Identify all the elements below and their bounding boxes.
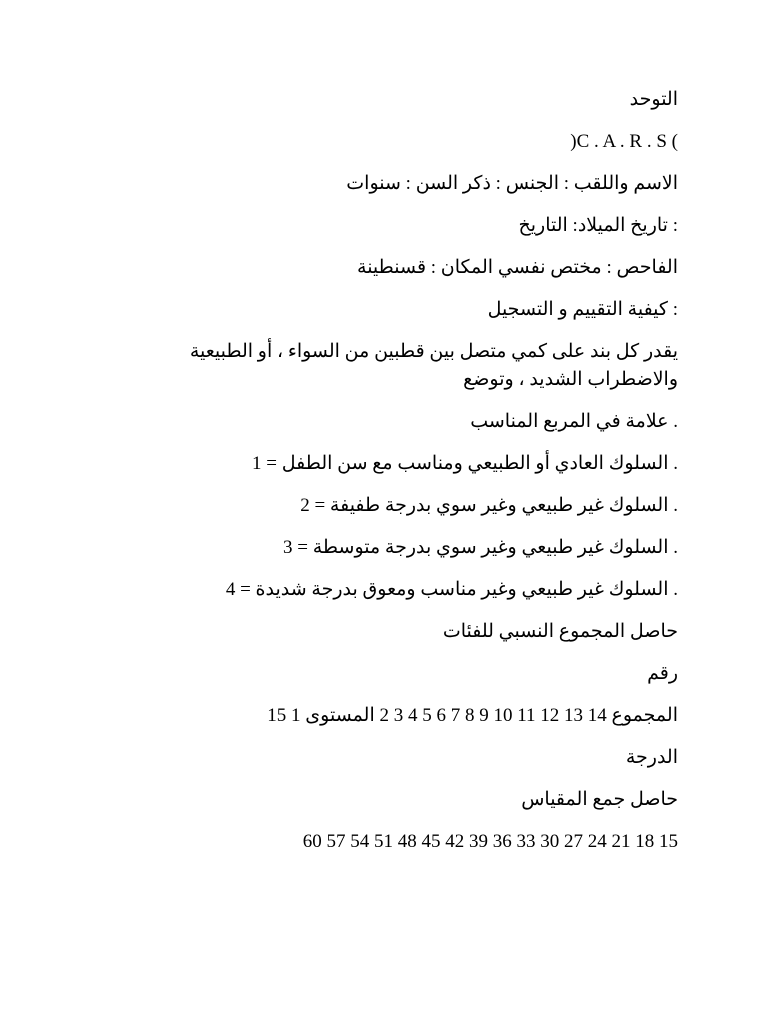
score-level-1: . السلوك العادي أو الطبيعي ومناسب مع سن الطفل = 1 bbox=[252, 453, 678, 474]
scoring-instruction: . علامة في المربع المناسب bbox=[470, 411, 678, 432]
sum-level-row: المجموع 14 13 12 11 10 9 8 7 6 5 4 3 2 المستوى 1 15 bbox=[267, 705, 678, 726]
scale-total-values: 60 57 54 51 48 45 42 39 36 33 30 27 24 21 18 15 bbox=[302, 831, 678, 852]
number-label: رقم bbox=[647, 663, 678, 684]
score-level-4: . السلوك غير طبيعي وغير مناسب ومعوق بدرجة شديدة = 4 bbox=[225, 579, 678, 600]
scoring-heading: : كيفية التقييم و التسجيل bbox=[487, 299, 678, 320]
degree-label: الدرجة bbox=[625, 747, 678, 768]
score-level-2: . السلوك غير طبيعي وغير سوي بدرجة طفيفة = 2 bbox=[300, 495, 678, 516]
examiner-line: الفاحص : مختص نفسي المكان : قسنطينة bbox=[357, 257, 678, 278]
score-level-3: . السلوك غير طبيعي وغير سوي بدرجة متوسطة = 3 bbox=[283, 537, 678, 558]
birth-date-line: : تاريخ الميلاد: التاريخ bbox=[518, 215, 678, 236]
scoring-description: يقدر كل بند على كمي متصل بين قطبين من السواء ، أو الطبيعية والاضطراب الشديد ، وتوضع bbox=[189, 341, 678, 390]
document-body bbox=[160, 86, 678, 870]
document-title: التوحد bbox=[629, 89, 678, 110]
scale-abbreviation: )C . A . R . S ( bbox=[570, 131, 678, 152]
scale-total-heading: حاصل جمع المقياس bbox=[521, 789, 678, 810]
subject-info-line: الاسم واللقب : الجنس : ذكر السن : سنوات bbox=[346, 173, 678, 194]
category-total-heading: حاصل المجموع النسبي للفئات bbox=[442, 621, 678, 642]
